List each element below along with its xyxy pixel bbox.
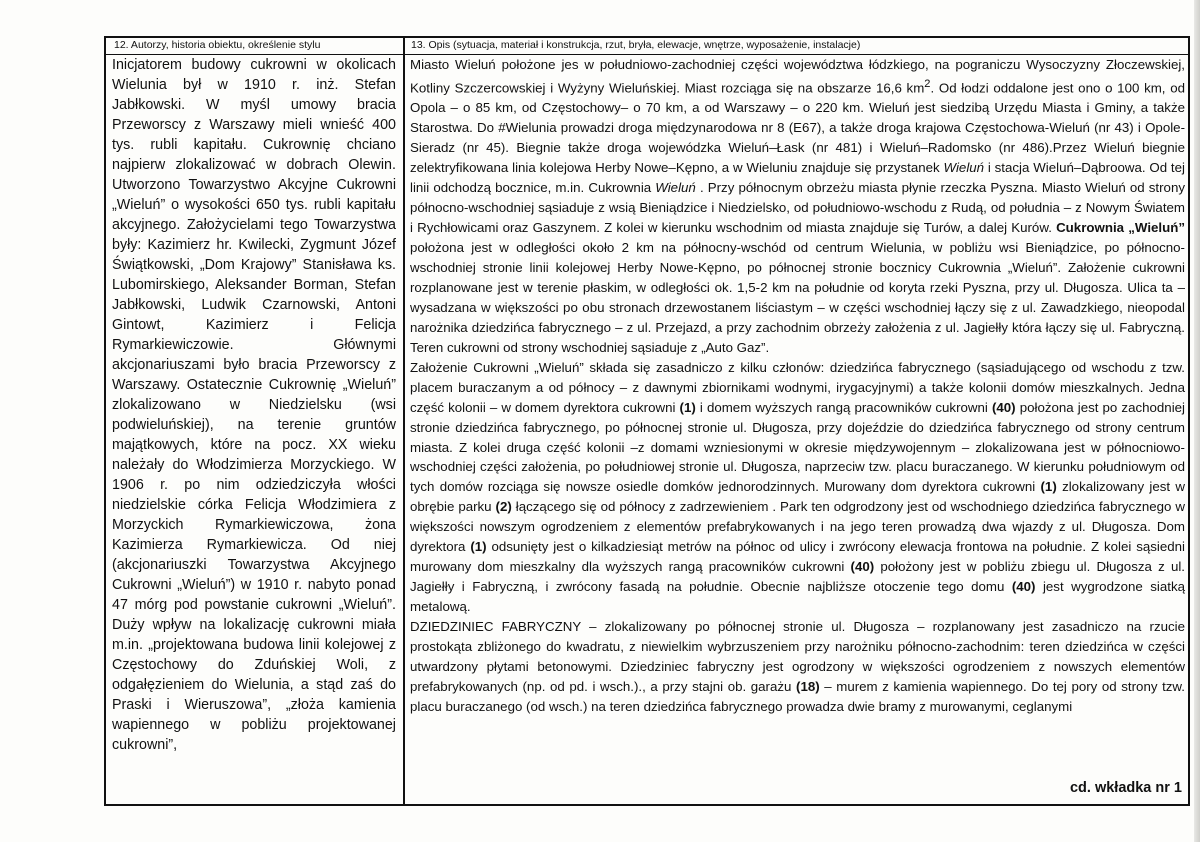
description-paragraph-layout: Założenie Cukrowni „Wieluń” składa się zasadniczo z kilku członów: dziedzińca fabrycznego (sąsiadującego od wschodu z tzw. placem buraczanym a od północy – z dawnymi zbiornikami wodnymi, irygacyjnymi) a także kolonii domów mieszkalnych. Jedna część kolonii – w domem dyrektora cukrowni (1) i domem wyższych rangą pracowników cukrowni (40) położona jest po zachodniej stronie dziedzińca fabrycznego, po północnej stronie ul. Długosza, przy dojeździe do dziedzińca fabrycznego od strony centrum miasta. Z kolei druga część kolonii –z domami wzniesionymi w okresie międzywojennym – zlokalizowana jest w północniowo-wschodniej części założenia, po południowej stronie ul. Długosza, naprzeciw tzw. placu buraczanego. W kierunku południowym od tych domów rozciąga się nowsze osiedle domków jednorodzinnych. Murowany dom dyrektora cukrowni (1) zlokalizowany jest w obrębie parku (2) łączącego się od północy z zadrzewieniem . Park ten odgrodzony jest od wschodniego dziedzińca fabrycznego w większości nowszym ogrodzeniem z elementów prefabrykowanych i na jego teren prowadzą dwa wjazdy z ul. Długosza. Dom dyrektora (1) odsunięty jest o kilkadziesiąt metrów na północ od ulicy i zwrócony elewacja frontowa na południe. Z kolei sąsiedni murowany dom mieszkalny dla wyższych rangą pracowników cukrowni (40) położony jest w pobliżu zbiegu ul. Długosza z ul. Jagiełły i Fabryczną, i zwrócony fasadą na południe. Obecnie najbliższe otoczenie tego domu (40) jest wygrodzone siatką metalową. xyxy=(410,359,1185,615)
description-paragraph-location: Miasto Wieluń położone jes w południowo-zachodniej części województwa łódzkiego, na pograniczu Wysoczyzny Złoczewskiej, Kotliny Szczercowskiej i Wyżyny Wieluńskiej. Miast rozciąga się na obszarze 16,6 $km^2$. Od łodzi oddalone jest ono o 100 km, od Opola – o 85 km, od Częstochowy– o 70 km, a od Warszawy – o 220 km. Wieluń jest siedzibą Urzędu Miasta i Gminy, a także Starostwa. Do #Wielunia prowadzi droga międzynarodowa nr 8 (E67), a także droga krajowa Częstochowa-Wieluń (nr 43) i Opole-Sieradz (nr 45). Biegnie także droga wojewódzka Wieluń–Łask (nr 481) i Wieluń–Radomsko (nr 486).Przez Wieluń biegnie zelektryfikowana linia kolejowa Herby Nowe–Kępno, a w Wieluniu znajduje się przystanek Wieluń i stacja Wieluń–Dąbroowa. Od tej linii odchodzą bocznice, m.in. Cukrownia Wieluń . Przy północnym obrzeżu miasta płynie rzeczka Pyszna. Miasto Wieluń od strony północno-wschodniej sąsiaduje z wsią Bieniądzice i Niedzielsko, od południowo-wschodu z Rudą, od południa – z Nowym Światem i Rychłowicami oraz Gaszynem. Z kolei w kierunku wschodnim od miasta znajduje się Turów, a dalej Kurów. Cukrownia „Wieluń” położona jest w odległości około 2 km na północny-wschód od centrum Wielunia, w pobliżu wsi Bieniądzice, po północno-wschodniej stronie linii kolejowej Herby Nowe-Kępno, po północnej stronie bocznicy Cukrownia „Wieluń”. Założenie cukrowni rozplanowane jest w terenie płaskim, w odległości ok. 1,5-2 km na południe od koryta rzeki Pyszna, przy ul. Długosza. Ulica ta – wysadzana w większości po obu stronach drzewostanem liściastym – w części wschodniej łączy się z ul. Zawadzkiego, nieopodal narożnika dziedzińca fabrycznego – z ul. Przejazd, a przy zachodnim obrzeży założenia z ul. Jagiełły która łączy się ul. Fabryczną. Teren cukrowni od strony wschodniej sąsiaduje z „Auto Gaz”. xyxy=(410,57,1185,355)
description-column xyxy=(410,55,1185,717)
page-edge xyxy=(1194,0,1200,842)
header-row xyxy=(106,38,1188,55)
history-column xyxy=(112,55,396,755)
section-13-heading: 13. Opis (sytuacja, materiał i konstrukcja, rzut, bryła, elewacje, wnętrze, wyposażenie, instalacje) xyxy=(411,39,861,51)
description-paragraph-courtyard: DZIEDZINIEC FABRYCZNY – zlokalizowany po północnej stronie ul. Długosza – rozplanowany jest zasadniczo na rzucie prostokąta zbliżonego do kwadratu, z niewielkim wybrzuszeniem przy narożniku północno-zachodnim: teren dziedzińca w części utwardzony płytami betonowymi. Dziedziniec fabryczny jest ogrodzony w większości ogrodzeniem z nowszych elementów prefabrykowanych (np. od pd. i wsch.)., a przy stajni ob. garażu (18) – murem z kamienia wapiennego. Do tej pory od strony tzw. placu buraczanego (od wsch.) na teren dziedzińca fabrycznego prowadza dwie bramy z murowanymi, ceglanymi xyxy=(410,619,1185,714)
column-divider xyxy=(403,38,405,804)
continuation-note: cd. wkładka nr 1 xyxy=(1069,780,1182,796)
history-text: Inicjatorem budowy cukrowni w okolicach Wielunia był w 1910 r. inż. Stefan Jabłkowski. W myśl umowy bracia Przeworscy z Warszawy mieli wnieść 400 tys. rubli kapitału. Cukrownię chciano najpierw zlokalizować w dobrach Olewin. Utworzono Towarzystwo Akcyjne Cukrowni „Wieluń” o wysokości 650 tys. rubli kapitału akcyjnego. Założycielami tego Towarzystwa były: Kazimierz hr. Kwilecki, Zygmunt Józef Świątkowski, „Dom Krajowy” Stanisława ks. Lubomirskiego, Aleksander Borman, Stefan Jabłkowski, Ludwik Czarnowski, Antoni Gintowt, Kazimierz i Felicja Rymarkiewiczowie. Głównymi akcjonariuszami było bracia Przeworscy z Warszawy. Ostatecznie Cukrownię „Wieluń” zlokalizowano w Niedzielsku (wsi podwieluńskiej), na terenie gruntów majątkowych, które na pocz. XX wieku należały do Włodzimierza Morzyckiego. W 1906 r. po nim odziedziczyła włości niedzielskie córka Felicja Włodzimiera z Morzyckich Rymarkiewiczowa, żona Kazimierza Rymarkiewicza. Od niej (akcjonariuszki Towarzystwa Akcyjnego Cukrowni „Wieluń”) w 1910 r. nabyto ponad 47 mórg pod powstanie cukrowni „Wieluń”. Duży wpływ na lokalizację cukrowni miała m.in. „projektowana budowa linii kolejowej z Częstochowy do Zduńskiej Woli, z odgałęzieniem do Wielunia, a stąd zaś do Praski i Wieruszowa”, „złoża kamienia wapiennego w pobliżu projektowanej cukrowni”, xyxy=(112,57,396,753)
form-frame xyxy=(104,36,1190,806)
section-12-heading: 12. Autorzy, historia obiektu, określenie stylu xyxy=(114,39,321,51)
